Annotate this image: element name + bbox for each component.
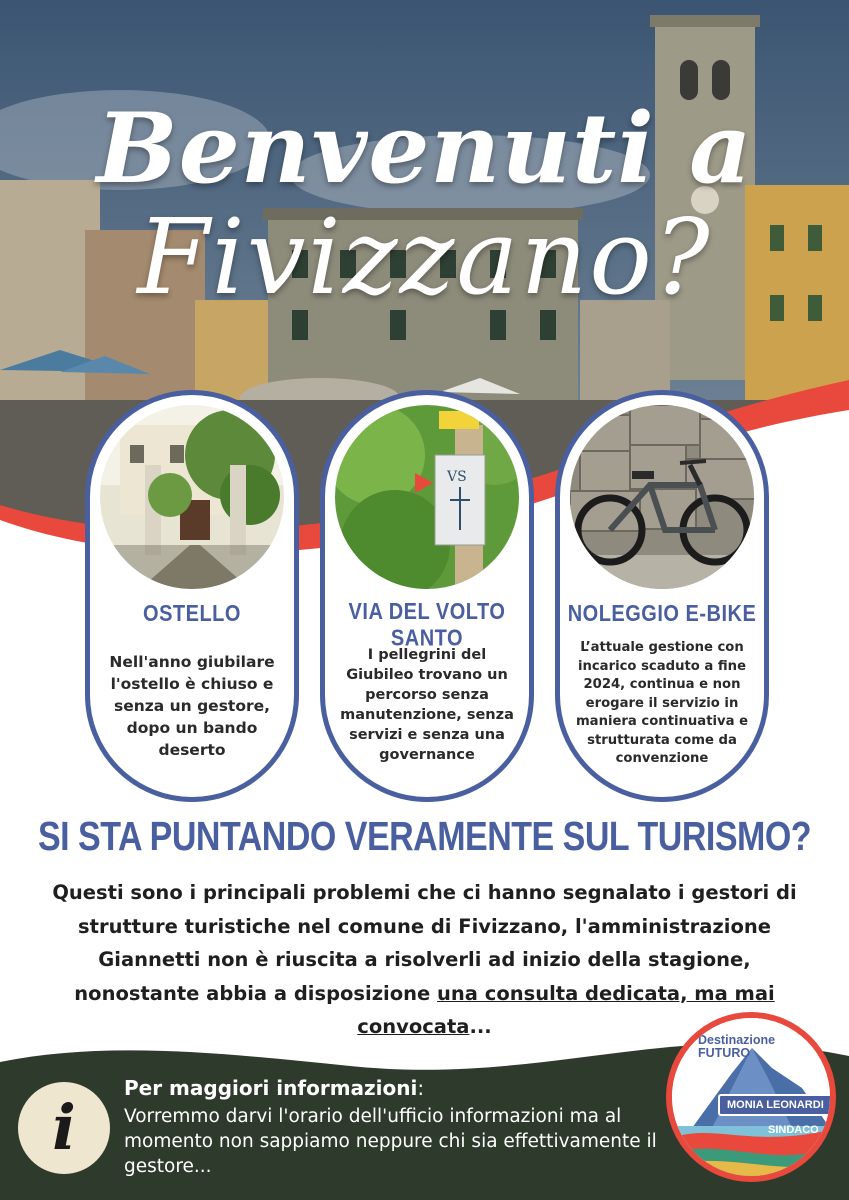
card-text: L’attuale gestione con incarico scaduto a fine 2024, continua e non erogare il servizio in maniera continuativa e strutturata come da convenzione [575,640,749,766]
card-title: NOLEGGIO E-BIKE [567,601,757,627]
trail-sign-photo [335,405,519,589]
card-noleggio-e-bike [555,390,769,802]
logo-line2: FUTURO [698,1046,751,1060]
body-main-text: Questi sono i principali problemi che ci hanno segnalato i gestori di strutture turistiche nel comune di Fivizzano, l'amministrazione Giannetti non è riuscita a risolverli ad inizio della stagione, nonostante abbia a disposizione [52,881,797,1005]
card-via-del-volto-santo [320,390,534,802]
info-title-colon: : [417,1076,425,1100]
hostel-photo [100,405,284,589]
info-icon [18,1082,110,1174]
card-text: I pellegrini del Giubileo trovano un percorso senza manutenzione, senza servizi e senza una governance [340,647,514,763]
info-text: Vorremmo darvi l'orario dell'ufficio informazioni ma al momento non sappiamo neppure chi sia effettivamente il gestore... [124,1106,657,1177]
info-title [124,1076,424,1100]
sign-vs-text: VS [447,469,467,485]
body-ellipsis: ... [469,1015,492,1038]
logo-brand [698,1034,775,1060]
logo-candidate-name: MONIA LEONARDI [718,1094,830,1116]
info-title-text: Per maggiori informazioni [124,1076,418,1100]
logo-candidate-role: SINDACO [768,1124,819,1136]
logo-line1: Destinazione [698,1033,776,1047]
card-title: VIA DEL VOLTO SANTO [348,599,506,652]
hero-title-line-2: Fivizzano? [137,196,712,318]
hero-title-line-1: Benvenuti a [96,92,753,205]
card-text: Nell'anno giubilare l'ostello è chiuso e senza un gestore, dopo un bando deserto [109,653,275,759]
e-bike-photo [570,405,754,589]
campaign-logo [666,1012,836,1182]
info-icon-glyph: i [52,1091,76,1164]
headline: SI STA PUNTANDO VERAMENTE SUL TURISMO? [37,814,812,860]
card-title: OSTELLO [143,601,241,627]
card-ostello [85,390,299,802]
body-underlined-text: una consulta dedicata, ma mai convocata [357,981,775,1038]
